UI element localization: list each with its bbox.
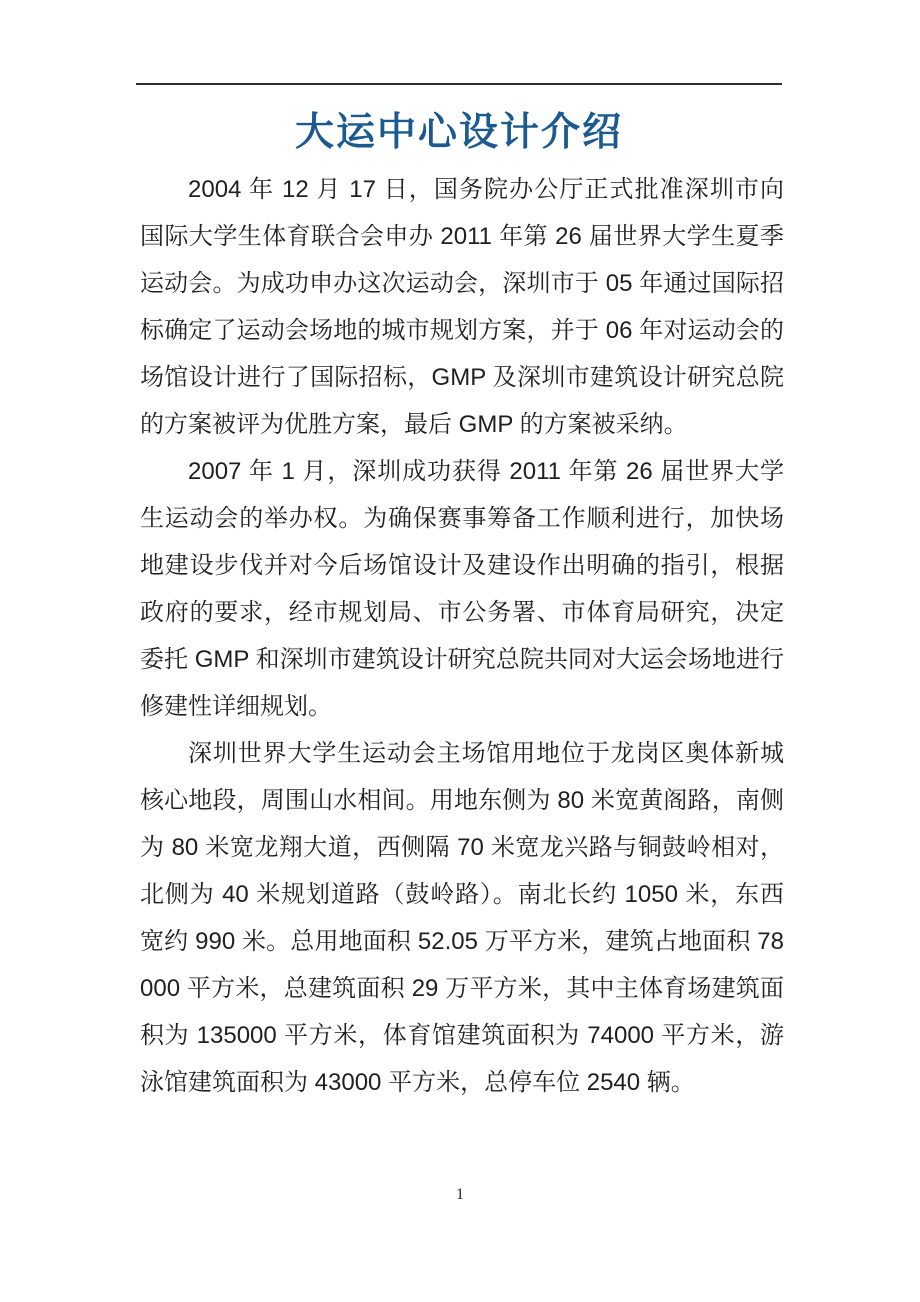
page-number: 1 bbox=[456, 1186, 464, 1203]
document-body bbox=[140, 166, 784, 1106]
header-divider-rule bbox=[136, 83, 782, 85]
document-title: 大运中心设计介绍 bbox=[294, 111, 623, 154]
paragraph-2: 2007 年 1 月，深圳成功获得 2011 年第 26 届世界大学生运动会的举办权。为确保赛事筹备工作顺利进行，加快场地建设步伐并对今后场馆设计及建设作出明确的指引，根据政府的要求，经市规划局、市公务署、市体育局研究，决定委托 GMP 和深圳市建筑设计研究总院共同对大运会场地进行修建性详细规划。 bbox=[140, 458, 784, 720]
paragraph-3: 深圳世界大学生运动会主场馆用地位于龙岗区奥体新城核心地段，周围山水相间。用地东侧为 80 米宽黄阁路，南侧为 80 米宽龙翔大道，西侧隔 70 米宽龙兴路与铜鼓岭相对，北侧为 40 米规划道路（鼓岭路）。南北长约 1050 米，东西宽约 990 米。总用地面积 52.05 万平方米，建筑占地面积 78000 平方米，总建筑面积 29 万平方米，其中主体育场建筑面积为 135000 平方米，体育馆建筑面积为 74000 平方米，游泳馆建筑面积为 43000 平方米，总停车位 2540 辆。 bbox=[140, 740, 784, 1096]
paragraph-1: 2004 年 12 月 17 日，国务院办公厅正式批准深圳市向国际大学生体育联合会申办 2011 年第 26 届世界大学生夏季运动会。为成功申办这次运动会，深圳市于 05 年通过国际招标确定了运动会场地的城市规划方案，并于 06 年对运动会的场馆设计进行了国际招标，GMP 及深圳市建筑设计研究总院的方案被评为优胜方案，最后 GMP 的方案被采纳。 bbox=[140, 176, 784, 438]
